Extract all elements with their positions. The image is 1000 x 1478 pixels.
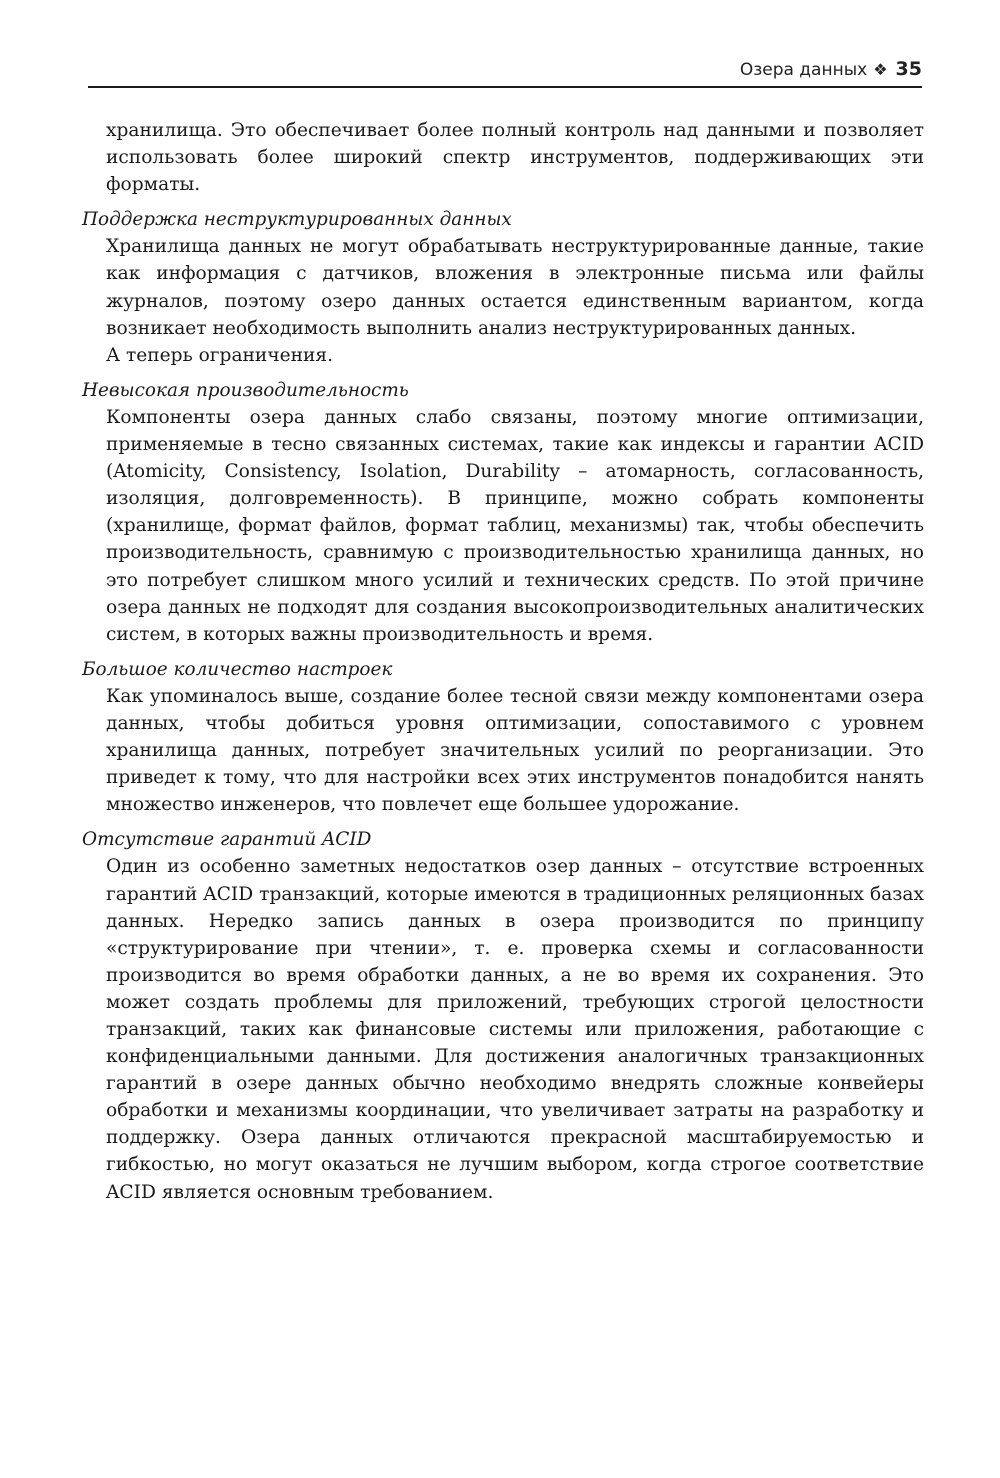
term-unstructured-data: Поддержка неструктурированных данных — [82, 209, 512, 231]
page-number: 35 — [895, 58, 922, 80]
paragraph-unstructured-data: Хранилища данных не могут обрабатывать неструктурированные данные, такие как информация с датчиков, вложения в электронные письма или файлы журналов, поэтому озеро данных остается единственным вариантом, когда возникает необходимость выполнить анализ неструктурированных данных. — [106, 236, 924, 339]
paragraph-many-settings: Как упоминалось выше, создание более тесной связи между компонентами озера данных, чтобы добиться уровня оптимизации, сопоставимого с уровнем хранилища данных, потребует значительных усилий по реорганизации. Это приведет к тому, что для настройки всех этих инструментов понадобится нанять множество инженеров, что повлечет еще большее удорожание. — [106, 685, 924, 816]
section-title: Озера данных — [739, 60, 868, 80]
body-text — [82, 117, 924, 1206]
header-rule — [88, 86, 922, 88]
term-many-settings: Большое количество настроек — [82, 658, 393, 680]
paragraph-low-performance: Компоненты озера данных слабо связаны, поэтому многие оптимизации, применяемые в тесно связанных системах, такие как индексы и гарантии ACID (Atomicity, Consistency, Isolation, Durability – атомарность, согласованность, изоляция, долговременность). В принципе, можно собрать компоненты (хранилище, формат файлов, формат таблиц, механизмы) так, чтобы обеспечить производительность, сравнимую с производительностью хранилища данных, но это потребует слишком много усилий и технических средств. По этой причине озера данных не подходят для создания высокопроизводительных аналитических систем, в которых важны производительность и время. — [106, 406, 924, 645]
transition-paragraph: А теперь ограничения. — [106, 344, 334, 366]
running-head — [88, 58, 922, 86]
four-diamond-ornament-icon: ❖ — [873, 60, 888, 79]
paragraph-no-acid: Один из особенно заметных недостатков озер данных – отсутствие встроенных гарантий ACID транзакций, которые имеются в традиционных реляционных базах данных. Нередко запись данных в озера производится по принципу «структурирование при чтении», т. е. проверка схемы и согласованности производится во время обработки данных, а не во время их сохранения. Это может создать проблемы для приложений, требующих строгой целостности транзакций, таких как финансовые системы или приложения, работающие с конфиденциальными данными. Для достижения аналогичных транзакционных гарантий в озере данных обычно необходимо внедрять сложные конвейеры обработки и механизмы координации, что увеличивает затраты на разработку и поддержку. Озера данных отличаются прекрасной масштабируемостью и гибкостью, но могут оказаться не лучшим выбором, когда строгое соответствие ACID является основным требованием. — [106, 856, 924, 1203]
term-no-acid: Отсутствие гарантий ACID — [82, 829, 372, 851]
term-low-performance: Невысокая производительность — [82, 379, 409, 401]
intro-paragraph: хранилища. Это обеспечивает более полный контроль над данными и позволяет использовать более широкий спектр инструментов, поддерживающих эти форматы. — [106, 120, 924, 196]
